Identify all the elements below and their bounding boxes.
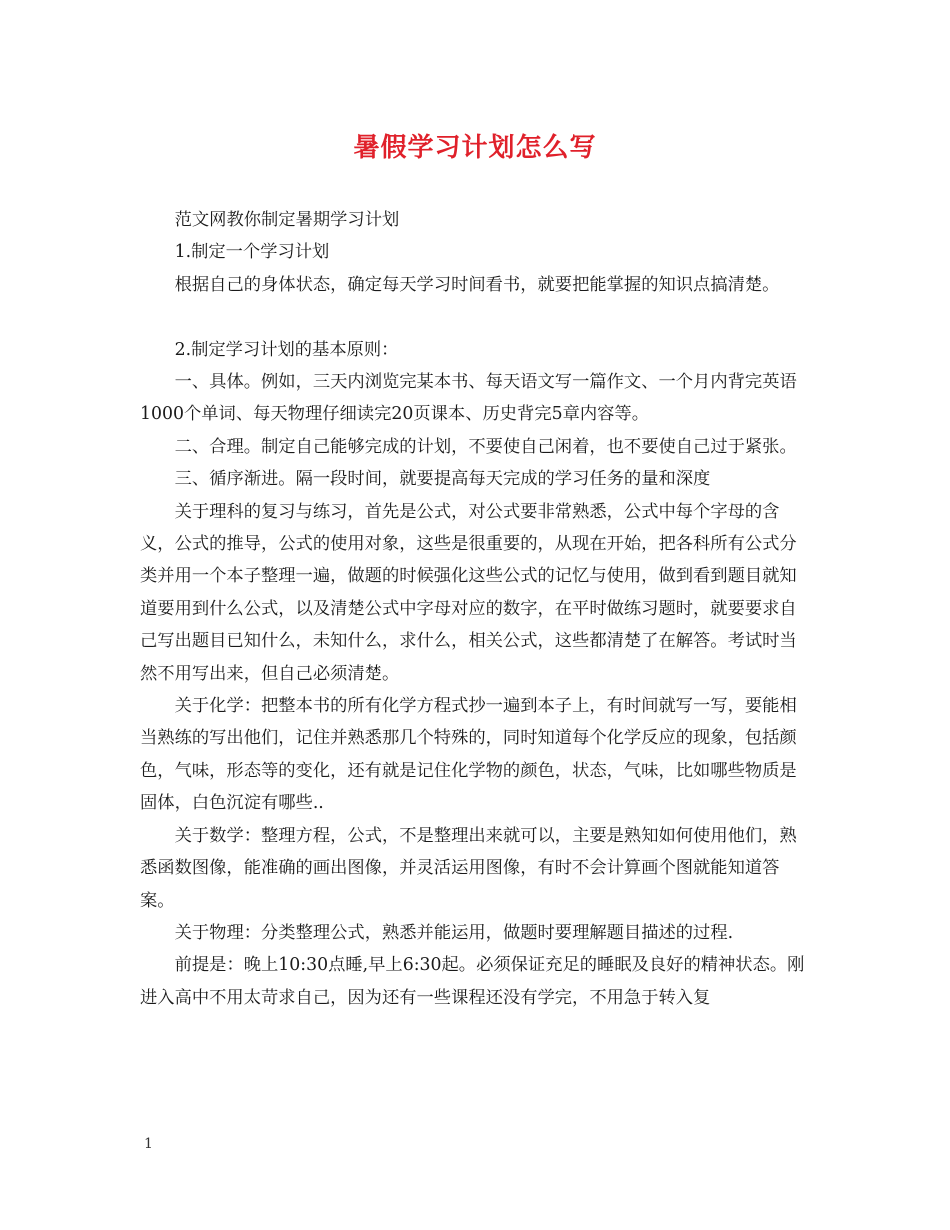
paragraph: 2.制定学习计划的基本原则：	[174, 339, 399, 360]
paragraph: 关于化学：把整本书的所有化学方程式抄一遍到本子上，有时间就写一写，要能相当熟练的写出他们，记住并熟悉那几个特殊的，同时知道每个化学反应的现象，包括颜色，气味，形态等的变化，还有就是记住化学物的颜色，状态，气味，比如哪些物质是固体，白色沉淀有哪些..	[140, 696, 797, 814]
document-body	[140, 204, 812, 1014]
paragraph: 二、合理。制定自己能够完成的计划，不要使自己闲着，也不要使自己过于紧张。	[174, 436, 797, 457]
paragraph: 根据自己的身体状态，确定每天学习时间看书，就要把能掌握的知识点搞清楚。	[174, 274, 780, 295]
paragraph: 前提是：晚上10:30点睡,早上6:30起。必须保证充足的睡眠及良好的精神状态。刚进入高中不用太苛求自己，因为还有一些课程还没有学完，不用急于转入复	[140, 955, 805, 1008]
document-title: 暑假学习计划怎么写	[353, 133, 597, 163]
paragraph: 一、具体。例如，三天内浏览完某本书、每天语文写一篇作文、一个月内背完英语1000个单词、每天物理仔细读完20页课本、历史背完5章内容等。	[140, 372, 797, 425]
paragraph: 关于物理：分类整理公式，熟悉并能运用，做题时要理解题目描述的过程.	[174, 922, 734, 943]
paragraph: 关于理科的复习与练习，首先是公式，对公式要非常熟悉，公式中每个字母的含义，公式的推导，公式的使用对象，这些是很重要的，从现在开始，把各科所有公式分类并用一个本子整理一遍，做题的时候强化这些公式的记忆与使用，做到看到题目就知道要用到什么公式，以及清楚公式中字母对应的数字，在平时做练习题时，就要要求自己写出题目已知什么，未知什么，求什么，相关公式，这些都清楚了在解答。考试时当然不用写出来，但自己必须清楚。	[140, 501, 797, 684]
paragraph: 三、循序渐进。隔一段时间，就要提高每天完成的学习任务的量和深度	[174, 469, 711, 490]
paragraph-spacer	[140, 301, 812, 333]
paragraph: 关于数学：整理方程，公式，不是整理出来就可以，主要是熟知如何使用他们，熟悉函数图像，能准确的画出图像，并灵活运用图像，有时不会计算画个图就能知道答案。	[140, 825, 797, 911]
paragraph: 1.制定一个学习计划	[174, 242, 330, 263]
page-number: 1	[144, 1136, 153, 1152]
paragraph: 范文网教你制定暑期学习计划	[174, 210, 400, 230]
